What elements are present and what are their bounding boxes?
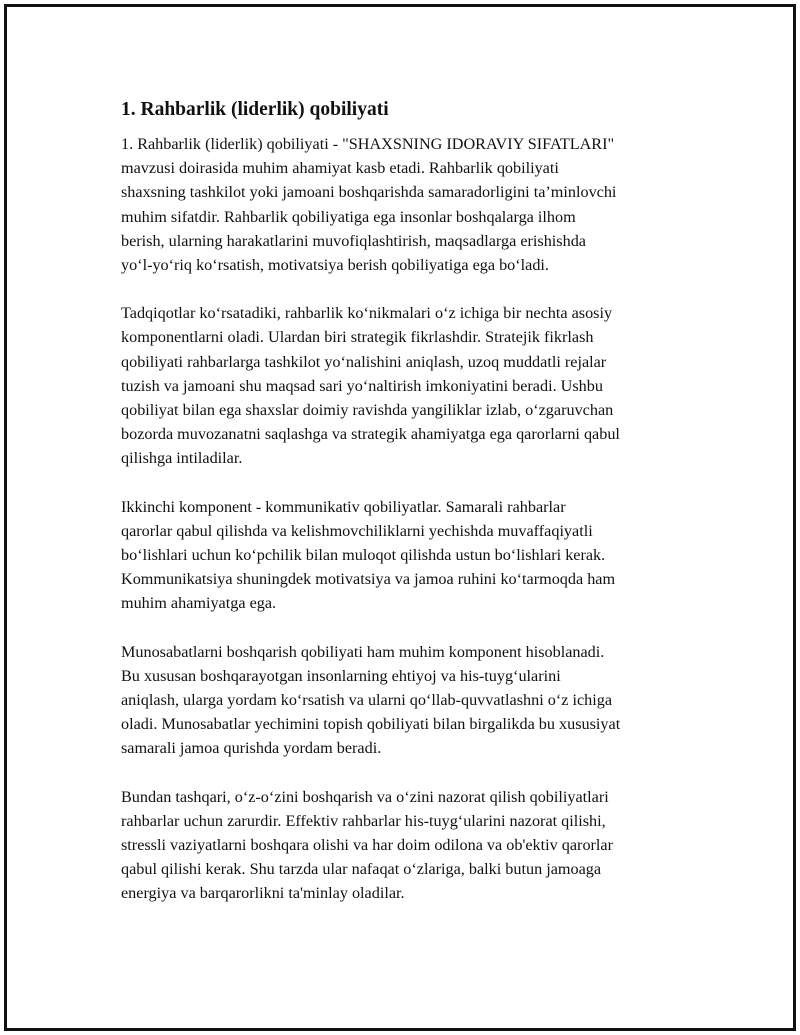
text-line: tuzish va jamoani shu maqsad sari yo‘naltirish imkoniyatini beradi. Ushbu (121, 376, 603, 395)
text-line: rahbarlar uchun zarurdir. Effektiv rahbarlar his-tuyg‘ularini nazorat qilishi, (121, 811, 606, 830)
text-line: qilishga intiladilar. (121, 449, 243, 468)
section-heading: 1. Rahbarlik (liderlik) qobiliyati (121, 99, 389, 120)
text-line: muhim ahamiyatga ega. (121, 594, 277, 613)
text-line: bo‘lishlari uchun ko‘pchilik bilan muloqot qilishda ustun bo‘lishlari kerak. (121, 546, 606, 565)
text-line: Ikkinchi komponent - kommunikativ qobiliyatlar. Samarali rahbarlar (121, 497, 566, 516)
paragraph-1 (121, 132, 693, 277)
text-line: shaxsning tashkilot yoki jamoani boshqarishda samaradorligini ta’minlovchi (121, 183, 617, 202)
text-line: qobiliyati rahbarlarga tashkilot yo‘nalishini aniqlash, uzoq muddatli rejalar (121, 352, 607, 371)
text-line: qabul qilishi kerak. Shu tarzda ular nafaqat o‘zlariga, balki butun jamoaga (121, 860, 602, 879)
text-line: muhim sifatdir. Rahbarlik qobiliyatiga ega insonlar boshqalarga ilhom (121, 207, 576, 226)
text-line: berish, ularning harakatlarini muvofiqlashtirish, maqsadlarga erishishda (121, 231, 586, 250)
text-line: oladi. Munosabatlar yechimini topish qobiliyati bilan birgalikda bu xususiyat (121, 715, 621, 734)
text-line: qarorlar qabul qilishda va kelishmovchiliklarni yechishda muvaffaqiyatli (121, 521, 593, 540)
text-line: Bundan tashqari, o‘z-o‘zini boshqarish va o‘zini nazorat qilish qobiliyatlari (121, 787, 609, 806)
text-line: samarali jamoa qurishda yordam beradi. (121, 739, 382, 758)
text-line: aniqlash, ularga yordam ko‘rsatish va ularni qo‘llab-quvvatlashni o‘z ichiga (121, 691, 613, 710)
text-line: Tadqiqotlar ko‘rsatadiki, rahbarlik ko‘nikmalari o‘z ichiga bir nechta asosiy (121, 304, 613, 323)
text-line: stressli vaziyatlarni boshqara olishi va har doim odilona va ob'ektiv qarorlar (121, 836, 614, 855)
text-line: yo‘l-yo‘riq ko‘rsatish, motivatsiya berish qobiliyatiga ega bo‘ladi. (121, 256, 549, 275)
text-line: Kommunikatsiya shuningdek motivatsiya va jamoa ruhini ko‘tarmoqda ham (121, 570, 616, 589)
text-line: 1. Rahbarlik (liderlik) qobiliyati - "SHAXSNING IDORAVIY SIFATLARI" (121, 135, 615, 153)
text-line: mavzusi doirasida muhim ahamiyat kasb etadi. Rahbarlik qobiliyati (121, 159, 559, 178)
document-body (121, 97, 693, 930)
page-frame (4, 4, 796, 1031)
paragraph-4 (121, 640, 693, 761)
text-line: Bu xususan boshqarayotgan insonlarning ehtiyoj va his-tuyg‘ularini (121, 666, 561, 685)
paragraph-2 (121, 301, 693, 470)
text-line: Munosabatlarni boshqarish qobiliyati ham muhim komponent hisoblanadi. (121, 642, 605, 661)
text-line: qobiliyat bilan ega shaxslar doimiy ravishda yangiliklar izlab, o‘zgaruvchan (121, 401, 614, 420)
paragraph-5 (121, 785, 693, 906)
text-line: bozorda muvozanatni saqlashga va strategik ahamiyatga ega qarorlarni qabul (121, 425, 620, 444)
text-line: komponentlarni oladi. Ulardan biri strategik fikrlashdir. Stratejik fikrlash (121, 328, 594, 347)
paragraph-3 (121, 495, 693, 616)
text-line: energiya va barqarorlikni ta'minlay oladilar. (121, 884, 405, 903)
